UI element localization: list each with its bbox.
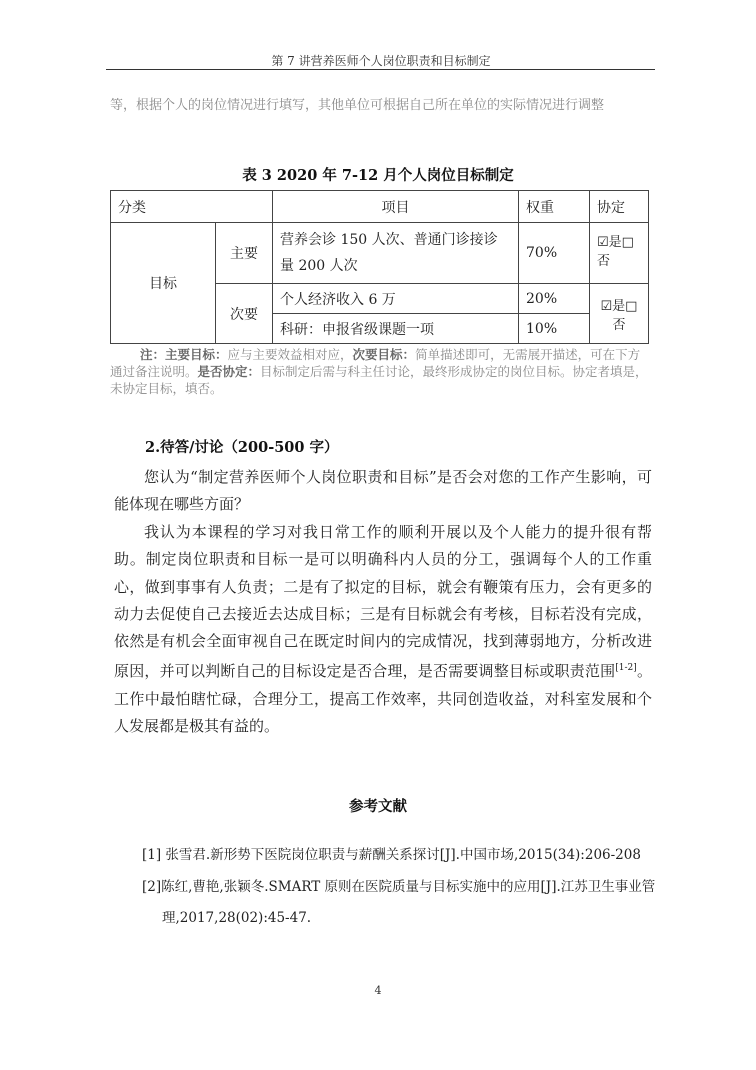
table-note — [110, 346, 650, 397]
references-title: 参考文献 — [349, 798, 407, 815]
level-main: 主要 — [216, 223, 273, 284]
agreement-main — [590, 223, 649, 284]
header-agreement: 协定 — [590, 191, 649, 223]
agreement-checkbox-main: ☑是□否 — [597, 235, 634, 269]
page-header: 第 7 讲营养医师个人岗位职责和目标制定 — [271, 54, 491, 68]
page-number: 4 — [374, 984, 382, 997]
goal-table — [110, 190, 649, 344]
reference-item: [1] 张雪君.新形势下医院岗位职责与薪酬关系探讨[J].中国市场,2015(34):206-208 — [142, 847, 641, 863]
header-item: 项目 — [273, 191, 519, 223]
agreement-secondary — [590, 284, 649, 344]
header-category: 分类 — [111, 191, 273, 223]
section-heading: 2.待答/讨论（200-500 字） — [145, 439, 339, 456]
weight-income: 20% — [519, 284, 590, 314]
citation-ref: [1-2] — [615, 663, 637, 674]
agreement-checkbox-secondary: ☑是□否 — [600, 298, 638, 333]
note-secondary-label: 次要目标： — [352, 347, 416, 362]
header-weight: 权重 — [519, 191, 590, 223]
note-agreement-text: 目标制定后需与科主任讨论，最终形成协定的岗位目标。协定者填是，未协定目标，填否。 — [110, 364, 648, 396]
answer-text: 我认为本课程的学习对我日常工作的顺利开展以及个人能力的提升很有帮助。制定岗位职责和目标一是可以明确科内人员的分工，强调每个人的工作重心，做到事事有人负责；二是有了拟定的目标，就会有鞭策有压力，会有更多的动力去促使自己去接近去达成目标；三是有目标就会有考核，目标若没有完成，依然是有机会全面审视自己在既定时间内的完成情况，找到薄弱地方，分析改进原因，并可以判断自己的目标设定是否合理，是否需要调整目标或职责范围 — [114, 523, 652, 681]
intro-text: 等，根据个人的岗位情况进行填写，其他单位可根据自己所在单位的实际情况进行调整 — [110, 98, 605, 113]
note-prefix: 注： — [140, 347, 166, 362]
table-caption: 表 3 2020 年 7-12 月个人岗位目标制定 — [242, 167, 514, 184]
level-secondary: 次要 — [216, 284, 273, 344]
category-goal: 目标 — [111, 223, 216, 344]
note-main-text: 应与主要效益相对应， — [227, 347, 353, 362]
reference-item-continuation: 理,2017,28(02):45-47. — [162, 910, 312, 926]
item-research: 科研：申报省级课题一项 — [273, 314, 519, 344]
question-paragraph: 您认为“制定营养医师个人岗位职责和目标”是否会对您的工作产生影响，可能体现在哪些方面？ — [114, 468, 652, 514]
note-agreement-label: 是否协定： — [197, 364, 261, 379]
note-secondary-text: 简单描述即可，无需展开描述，可在下方通过备注说明。 — [110, 347, 641, 379]
answer-text-end: 。工作中最怕瞎忙碌，合理分工，提高工作效率，共同创造收益，对科室发展和个人发展都是极其有益的。 — [114, 662, 652, 736]
item-income: 个人经济收入 6 万 — [273, 284, 519, 314]
reference-item: [2]陈红,曹艳,张颖冬.SMART 原则在医院质量与目标实施中的应用[J].江苏卫生事业管 — [142, 879, 656, 895]
weight-main: 70% — [519, 223, 590, 284]
item-main: 营养会诊 150 人次、普通门诊接诊量 200 人次 — [273, 223, 519, 284]
answer-paragraph — [114, 519, 652, 740]
header-rule — [106, 69, 655, 70]
weight-research: 10% — [519, 314, 590, 344]
note-main-label: 主要目标： — [165, 347, 228, 362]
